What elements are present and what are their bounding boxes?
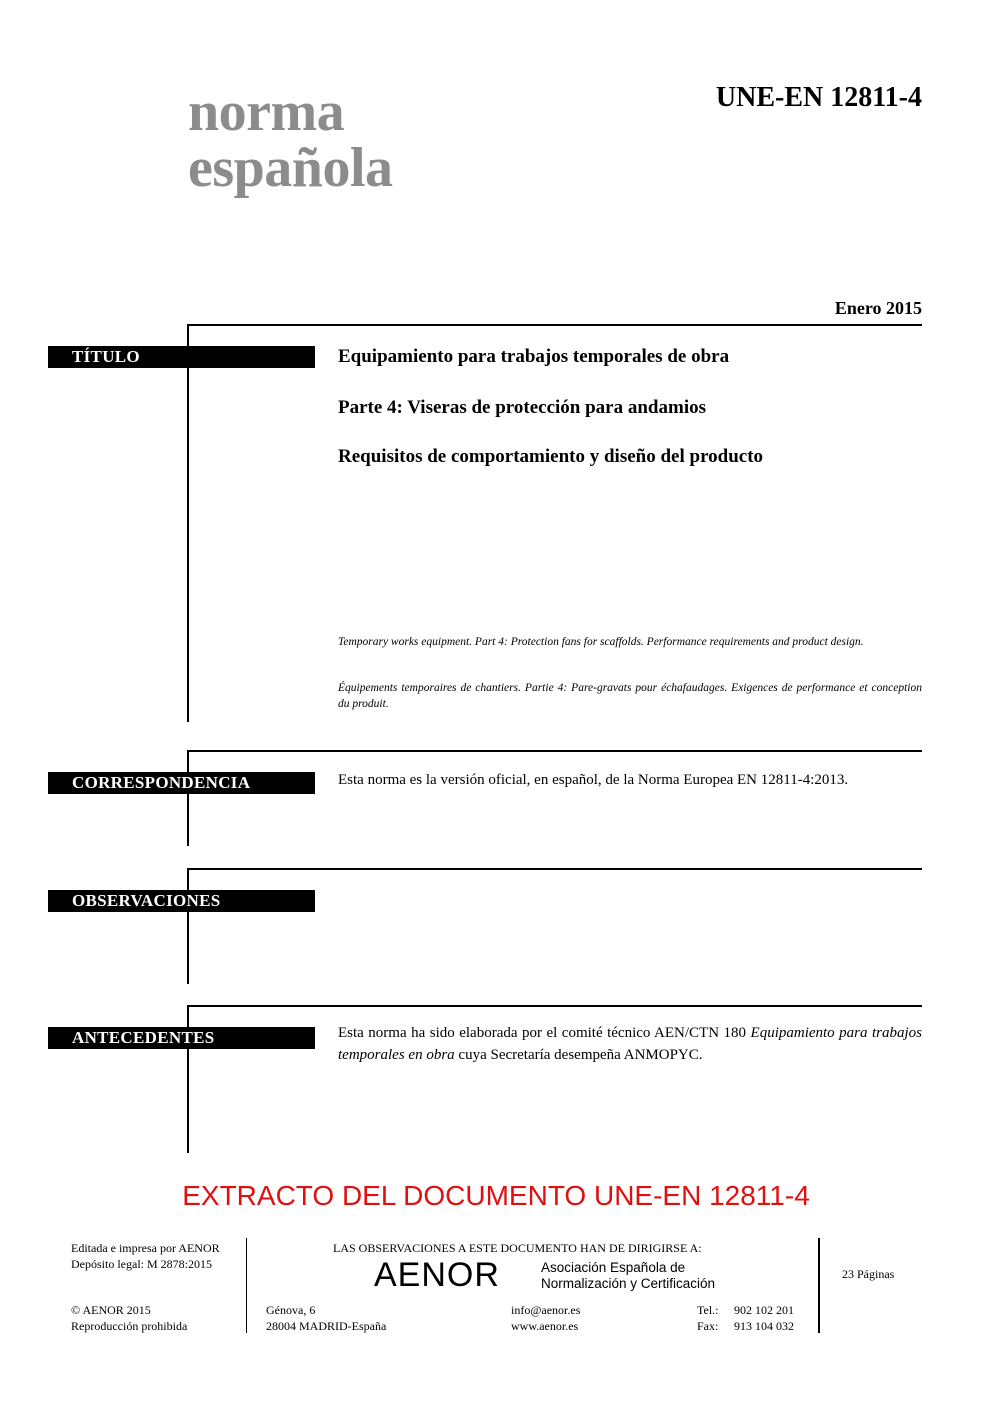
- reproduction-notice: Reproducción prohibida: [71, 1319, 188, 1333]
- label-correspondencia: CORRESPONDENCIA: [48, 772, 315, 794]
- street-address: Génova, 6: [266, 1303, 316, 1317]
- aenor-logo: AENOR: [374, 1256, 500, 1294]
- fax-number: 913 104 032: [734, 1319, 794, 1333]
- footer-divider-right: [818, 1238, 820, 1333]
- org-name-line-1: Asociación Española de: [541, 1260, 686, 1275]
- edited-by: Editada e impresa por AENOR: [71, 1241, 220, 1255]
- city-address: 28004 MADRID-España: [266, 1319, 387, 1333]
- title-french: Équipements temporaires de chantiers. Partie 4: Pare-gravats pour échafaudages. Exigences de performance et conception du produit.: [338, 682, 922, 710]
- aenor-org-name: [541, 1260, 715, 1292]
- web-link[interactable]: www.aenor.es: [511, 1319, 579, 1333]
- standard-code: UNE-EN 12811-4: [715, 82, 922, 113]
- extract-banner: EXTRACTO DEL DOCUMENTO UNE-EN 12811-4: [182, 1180, 810, 1211]
- title-line-1: Equipamiento para trabajos temporales de obra: [338, 346, 730, 367]
- section-divider-observaciones: [188, 868, 922, 870]
- footer-phone: [697, 1302, 794, 1334]
- section-rule-correspondencia: [187, 750, 189, 846]
- title-line-2: Parte 4: Viseras de protección para andamios: [338, 397, 706, 418]
- antecedentes-text: [338, 1022, 922, 1066]
- section-divider-titulo: [188, 324, 922, 326]
- legal-deposit: Depósito legal: M 2878:2015: [71, 1257, 212, 1271]
- brand-line-2: española: [188, 137, 393, 199]
- title-english: Temporary works equipment. Part 4: Protection fans for scaffolds. Performance requirements and product design.: [338, 636, 864, 648]
- org-name-line-2: Normalización y Certificación: [541, 1276, 716, 1291]
- antecedentes-text-post: cuya Secretaría desempeña ANMOPYC.: [454, 1047, 703, 1063]
- phone-row: [697, 1302, 794, 1318]
- fax-label: Fax:: [697, 1319, 719, 1333]
- fax-row: [697, 1318, 794, 1334]
- correspondencia-text: Esta norma es la versión oficial, en español, de la Norma Europea EN 12811-4:2013.: [338, 772, 849, 788]
- antecedentes-text-pre: Esta norma ha sido elaborada por el comité técnico AEN/CTN 180: [338, 1025, 751, 1041]
- label-observaciones: OBSERVACIONES: [48, 890, 315, 912]
- section-divider-correspondencia: [188, 750, 922, 752]
- section-rule-titulo: [187, 324, 189, 722]
- footer-copyright-block: [71, 1302, 187, 1334]
- footer-edited-block: [71, 1240, 220, 1272]
- label-antecedentes: ANTECEDENTES: [48, 1027, 315, 1049]
- tel-number: 902 102 201: [734, 1303, 794, 1317]
- observations-heading: LAS OBSERVACIONES A ESTE DOCUMENTO HAN DE DIRIGIRSE A:: [333, 1241, 702, 1255]
- section-rule-observaciones: [187, 868, 189, 984]
- publication-date: Enero 2015: [834, 298, 922, 318]
- label-titulo: TÍTULO: [48, 346, 315, 368]
- section-divider-antecedentes: [188, 1005, 922, 1007]
- page-count: 23 Páginas: [842, 1267, 895, 1281]
- footer-contact: [511, 1302, 580, 1334]
- footer-address: [266, 1302, 386, 1334]
- title-line-3: Requisitos de comportamiento y diseño del producto: [338, 446, 764, 467]
- brand-title: [188, 81, 393, 199]
- committee-name: Equipamiento para trabajos temporales en obra: [338, 1025, 922, 1063]
- footer-divider-left: [246, 1238, 247, 1333]
- copyright: © AENOR 2015: [71, 1303, 151, 1317]
- brand-line-1: norma: [188, 81, 345, 143]
- email-link[interactable]: info@aenor.es: [511, 1303, 581, 1317]
- tel-label: Tel.:: [697, 1303, 719, 1317]
